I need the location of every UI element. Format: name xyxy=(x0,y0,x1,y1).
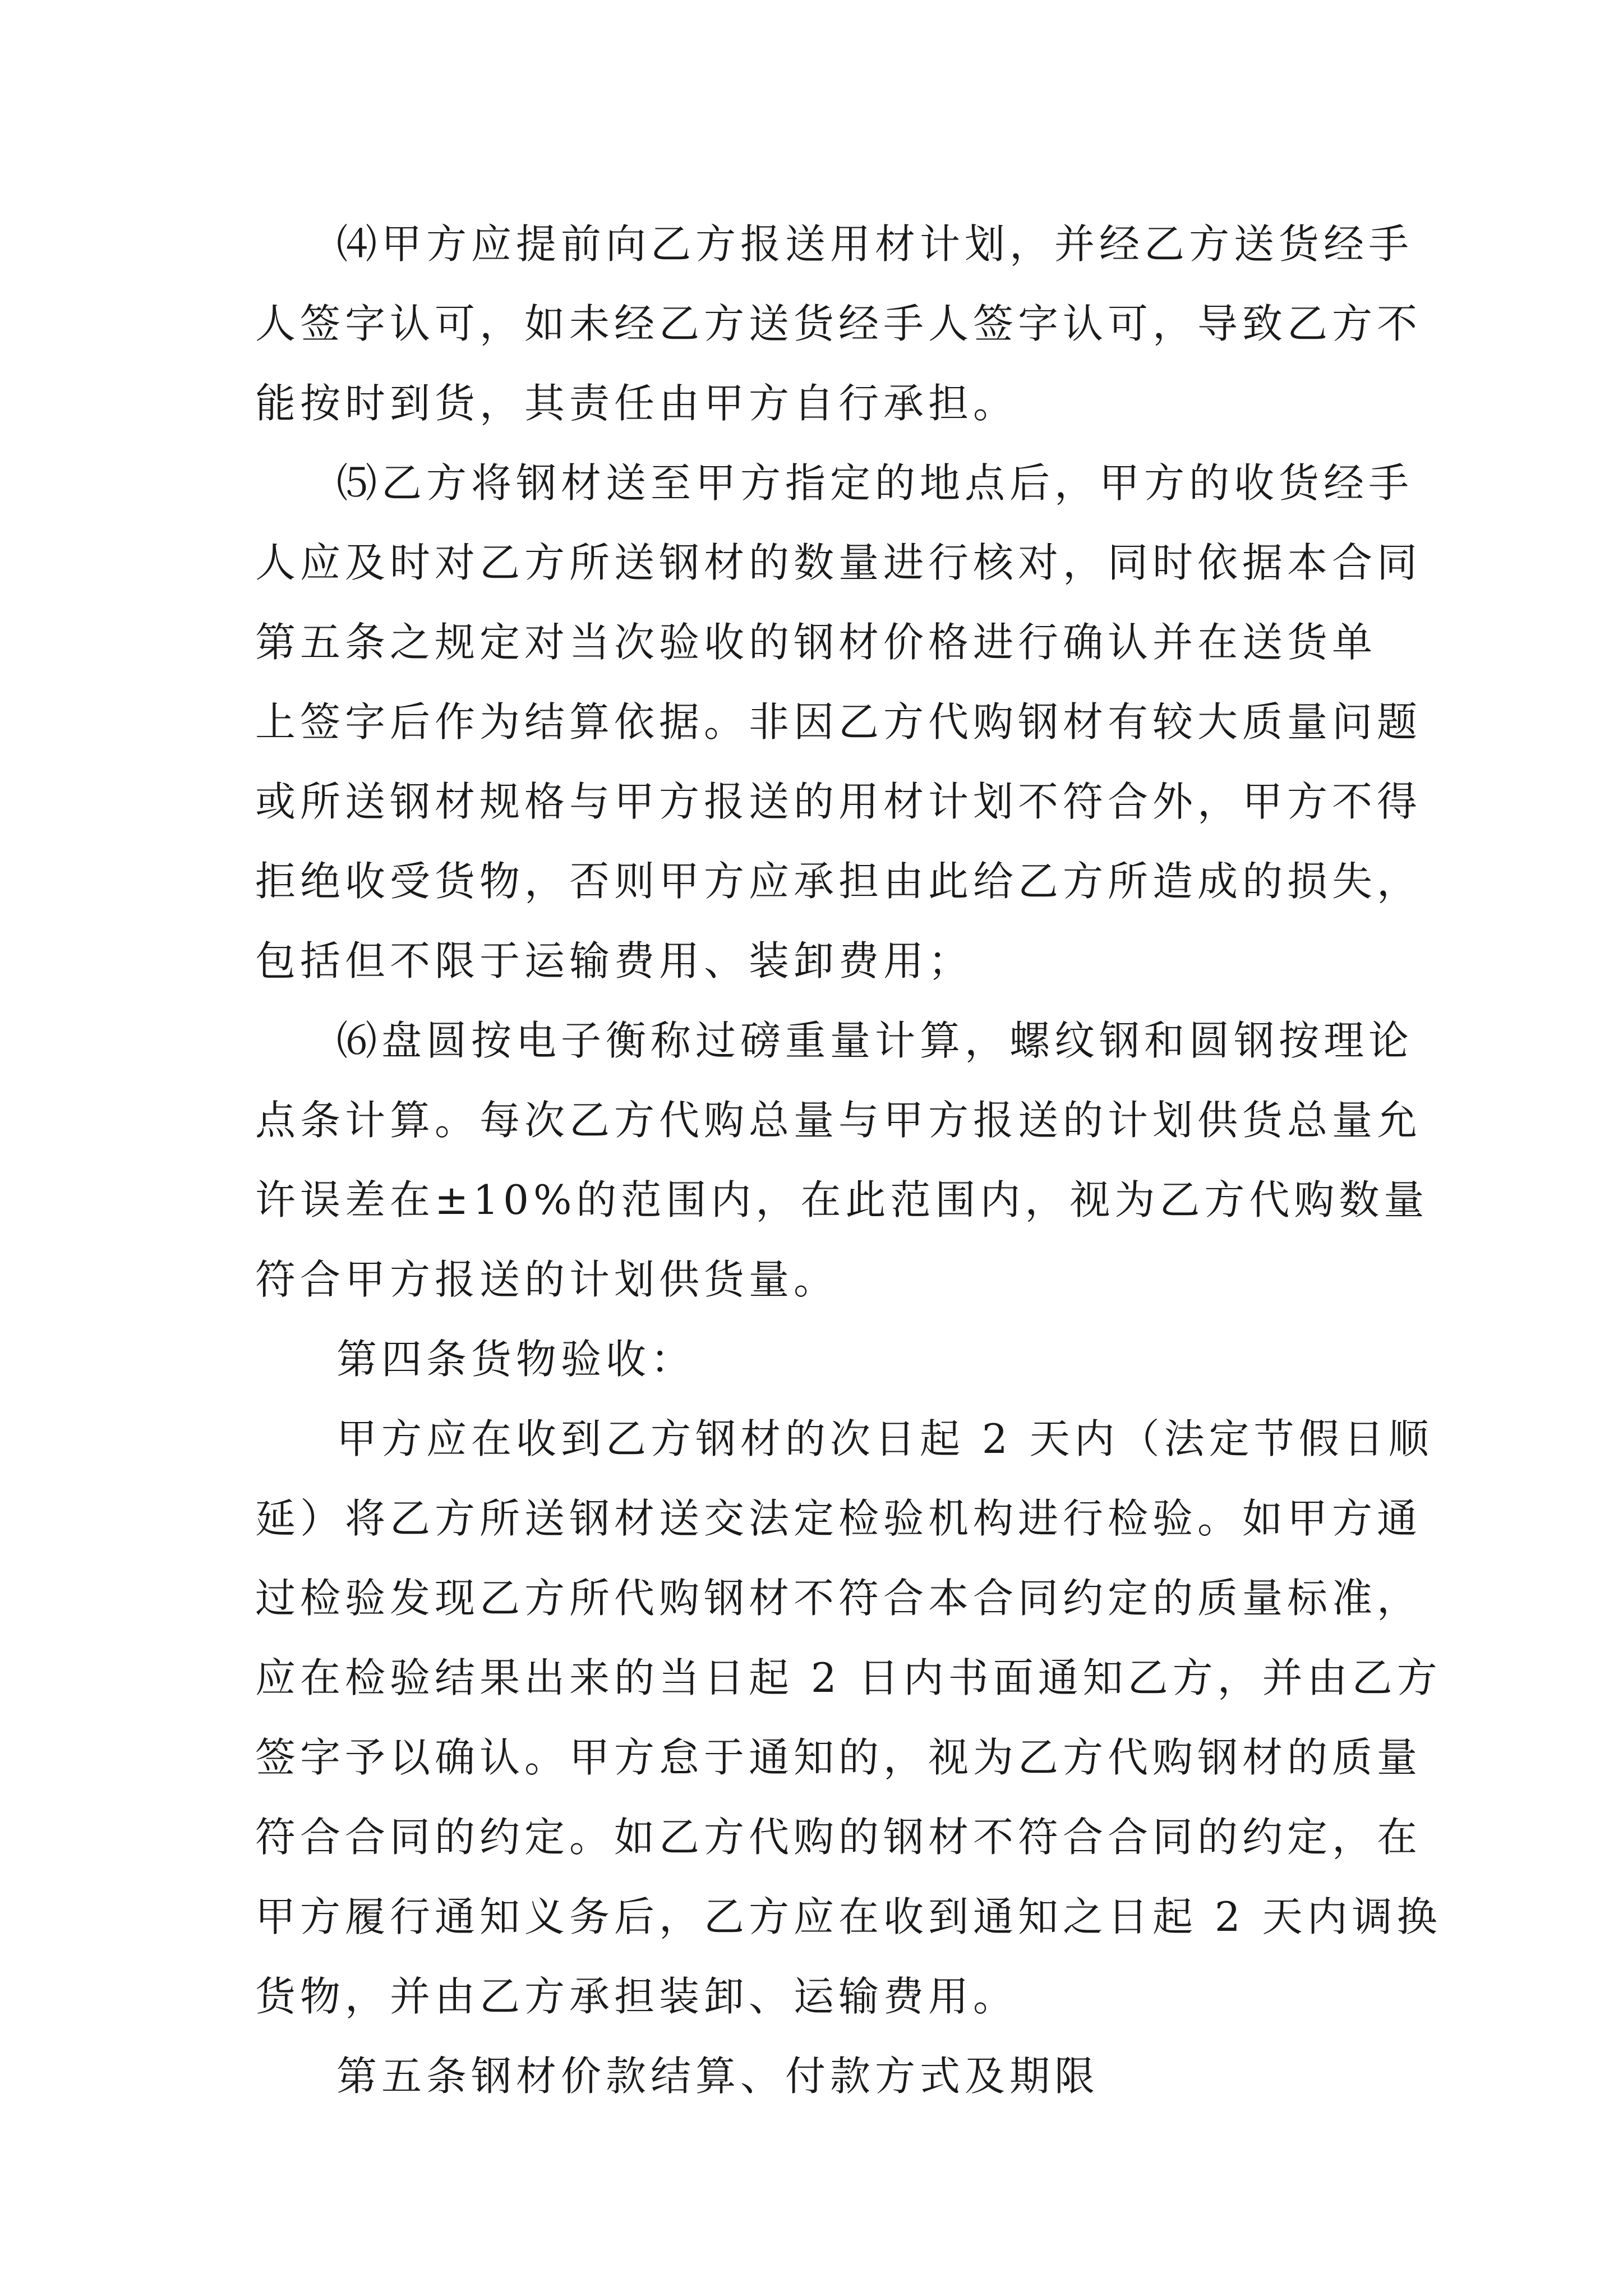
text-line: 上签字后作为结算依据。非因乙方代购钢材有较大质量问题 xyxy=(255,698,1422,746)
text-line: 签字予以确认。甲方怠于通知的，视为乙方代购钢材的质量 xyxy=(255,1734,1422,1781)
text-line: 人签字认可，如未经乙方送货经手人签字认可，导致乙方不 xyxy=(255,300,1422,347)
text-line: ⑹盘圆按电子衡称过磅重量计算，螺纹钢和圆钢按理论 xyxy=(336,1017,1414,1064)
text-line: 或所送钢材规格与甲方报送的用材计划不符合外，甲方不得 xyxy=(255,778,1422,825)
text-line: 甲方应在收到乙方钢材的次日起 2 天内（法定节假日顺 xyxy=(336,1415,1433,1462)
text-line: 应在检验结果出来的当日起 2 日内书面通知乙方，并由乙方 xyxy=(255,1654,1442,1701)
text-line: 符合合同的约定。如乙方代购的钢材不符合合同的约定，在 xyxy=(255,1814,1422,1861)
text-line: 延）将乙方所送钢材送交法定检验机构进行检验。如甲方通 xyxy=(255,1495,1422,1542)
text-line: 第五条之规定对当次验收的钢材价格进行确认并在送货单 xyxy=(255,619,1377,666)
text-line: 许误差在±10%的范围内，在此范围内，视为乙方代购数量 xyxy=(255,1176,1429,1223)
section-heading: 第四条货物验收： xyxy=(336,1336,696,1383)
text-line: 货物，并由乙方承担装卸、运输费用。 xyxy=(255,1973,1018,2020)
section-heading: 第五条钢材价款结算、付款方式及期限 xyxy=(336,2053,1100,2100)
text-line: 符合甲方报送的计划供货量。 xyxy=(255,1256,839,1303)
text-line: 拒绝收受货物，否则甲方应承担由此给乙方所造成的损失， xyxy=(255,858,1422,905)
text-line: 人应及时对乙方所送钢材的数量进行核对，同时依据本合同 xyxy=(255,539,1422,586)
text-line: 过检验发现乙方所代购钢材不符合本合同约定的质量标准， xyxy=(255,1575,1422,1622)
text-line: ⑸乙方将钢材送至甲方指定的地点后，甲方的收货经手 xyxy=(336,459,1414,507)
text-line: 点条计算。每次乙方代购总量与甲方报送的计划供货总量允 xyxy=(255,1097,1422,1144)
text-line: ⑷甲方应提前向乙方报送用材计划，并经乙方送货经手 xyxy=(336,220,1414,268)
text-line: 能按时到货，其责任由甲方自行承担。 xyxy=(255,380,1018,427)
text-line: 包括但不限于运输费用、装卸费用； xyxy=(255,937,974,984)
text-line: 甲方履行通知义务后，乙方应在收到通知之日起 2 天内调换 xyxy=(255,1893,1442,1940)
